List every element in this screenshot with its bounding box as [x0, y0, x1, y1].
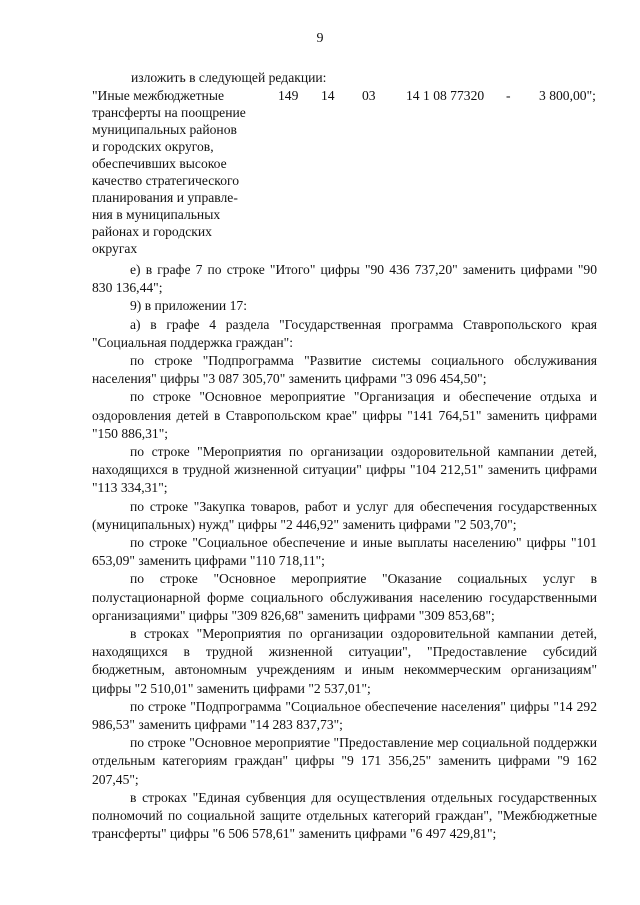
row-name-line: трансферты на поощрение: [92, 105, 246, 120]
intro-line: изложить в следующей редакции:: [131, 70, 327, 85]
paragraph: в строках "Мероприятия по организации оздоровительной кампании детей, находящихся в трудной жизненной ситуации", "Предоставление субсидий бюджетным, автономным учреждениям и иным некоммерческим организациям" цифры "2 510,01" заменить цифрами "2 537,01";: [92, 626, 597, 696]
ministry-code-cell: 149: [278, 88, 299, 103]
paragraph: 9) в приложении 17:: [130, 298, 247, 314]
row-name-line: округах: [92, 241, 138, 256]
paragraph: по строке "Социальное обеспечение и иные выплаты населению" цифры "101 653,09" заменить цифрами "110 718,11";: [92, 535, 597, 569]
paragraph: е) в графе 7 по строке "Итого" цифры "90 436 737,20" заменить цифрами "90 830 136,44";: [92, 262, 597, 296]
target-article-cell: 14 1 08 77320: [406, 88, 485, 103]
row-name-line: качество стратегического: [92, 173, 240, 188]
paragraph: по строке "Основное мероприятие "Предоставление мер социальной поддержки отдельным категориям граждан" цифры "9 171 356,25" заменить цифрами "9 162 207,45";: [92, 735, 597, 787]
document-body: [92, 261, 597, 844]
paragraph: по строке "Подпрограмма "Социальное обеспечение населения" цифры "14 292 986,53" заменить цифрами "14 283 837,73";: [92, 698, 597, 733]
row-name-line: обеспечивших высокое: [92, 156, 227, 171]
paragraph: по строке "Основное мероприятие "Организация и обеспечение отдыха и оздоровления детей в Ставропольском крае" цифры "141 764,51" заменить цифрами "150 886,31";: [92, 389, 597, 441]
row-name-line: и городских округов,: [92, 139, 214, 154]
row-name-line: муниципальных районов: [92, 122, 237, 137]
paragraph: в строках "Единая субвенция для осуществления отдельных государственных полномочий по социальной защите отдельных категорий граждан", "Межбюджетные трансферты" цифры "6 506 578,61" заменить цифрами "6 497 429,81";: [92, 789, 597, 842]
expense-type-cell: -: [506, 88, 511, 103]
subsection-code-cell: 03: [362, 88, 376, 103]
row-name-line: районах и городских: [92, 224, 212, 239]
row-name-cell: [92, 87, 262, 257]
amount-cell: 3 800,00";: [539, 88, 596, 103]
row-name-line: планирования и управле-: [92, 190, 238, 205]
paragraph: по строке "Подпрограмма "Развитие системы социального обслуживания населения" цифры "3 087 305,70" заменить цифрами "3 096 454,50";: [92, 353, 597, 387]
paragraph: по строке "Мероприятия по организации оздоровительной кампании детей, находящихся в трудной жизненной ситуации" цифры "104 212,51" заменить цифрами "113 334,31";: [92, 444, 597, 496]
paragraph: а) в графе 4 раздела "Государственная программа Ставропольского края "Социальная поддержка граждан":: [92, 316, 597, 350]
section-code-cell: 14: [321, 88, 335, 103]
page-number: 9: [316, 31, 324, 46]
paragraph: по строке "Закупка товаров, работ и услуг для обеспечения государственных (муниципальных) нужд" цифры "2 446,92" заменить цифрами "2 503,70";: [92, 498, 597, 532]
paragraph: по строке "Основное мероприятие "Оказание социальных услуг в полустационарной форме социального обслуживания населению государственными организациями" цифры "309 826,68" заменить цифрами "309 853,68";: [92, 571, 597, 623]
row-name-line: "Иные межбюджетные: [92, 88, 224, 103]
row-name-line: ния в муниципальных: [92, 207, 221, 222]
